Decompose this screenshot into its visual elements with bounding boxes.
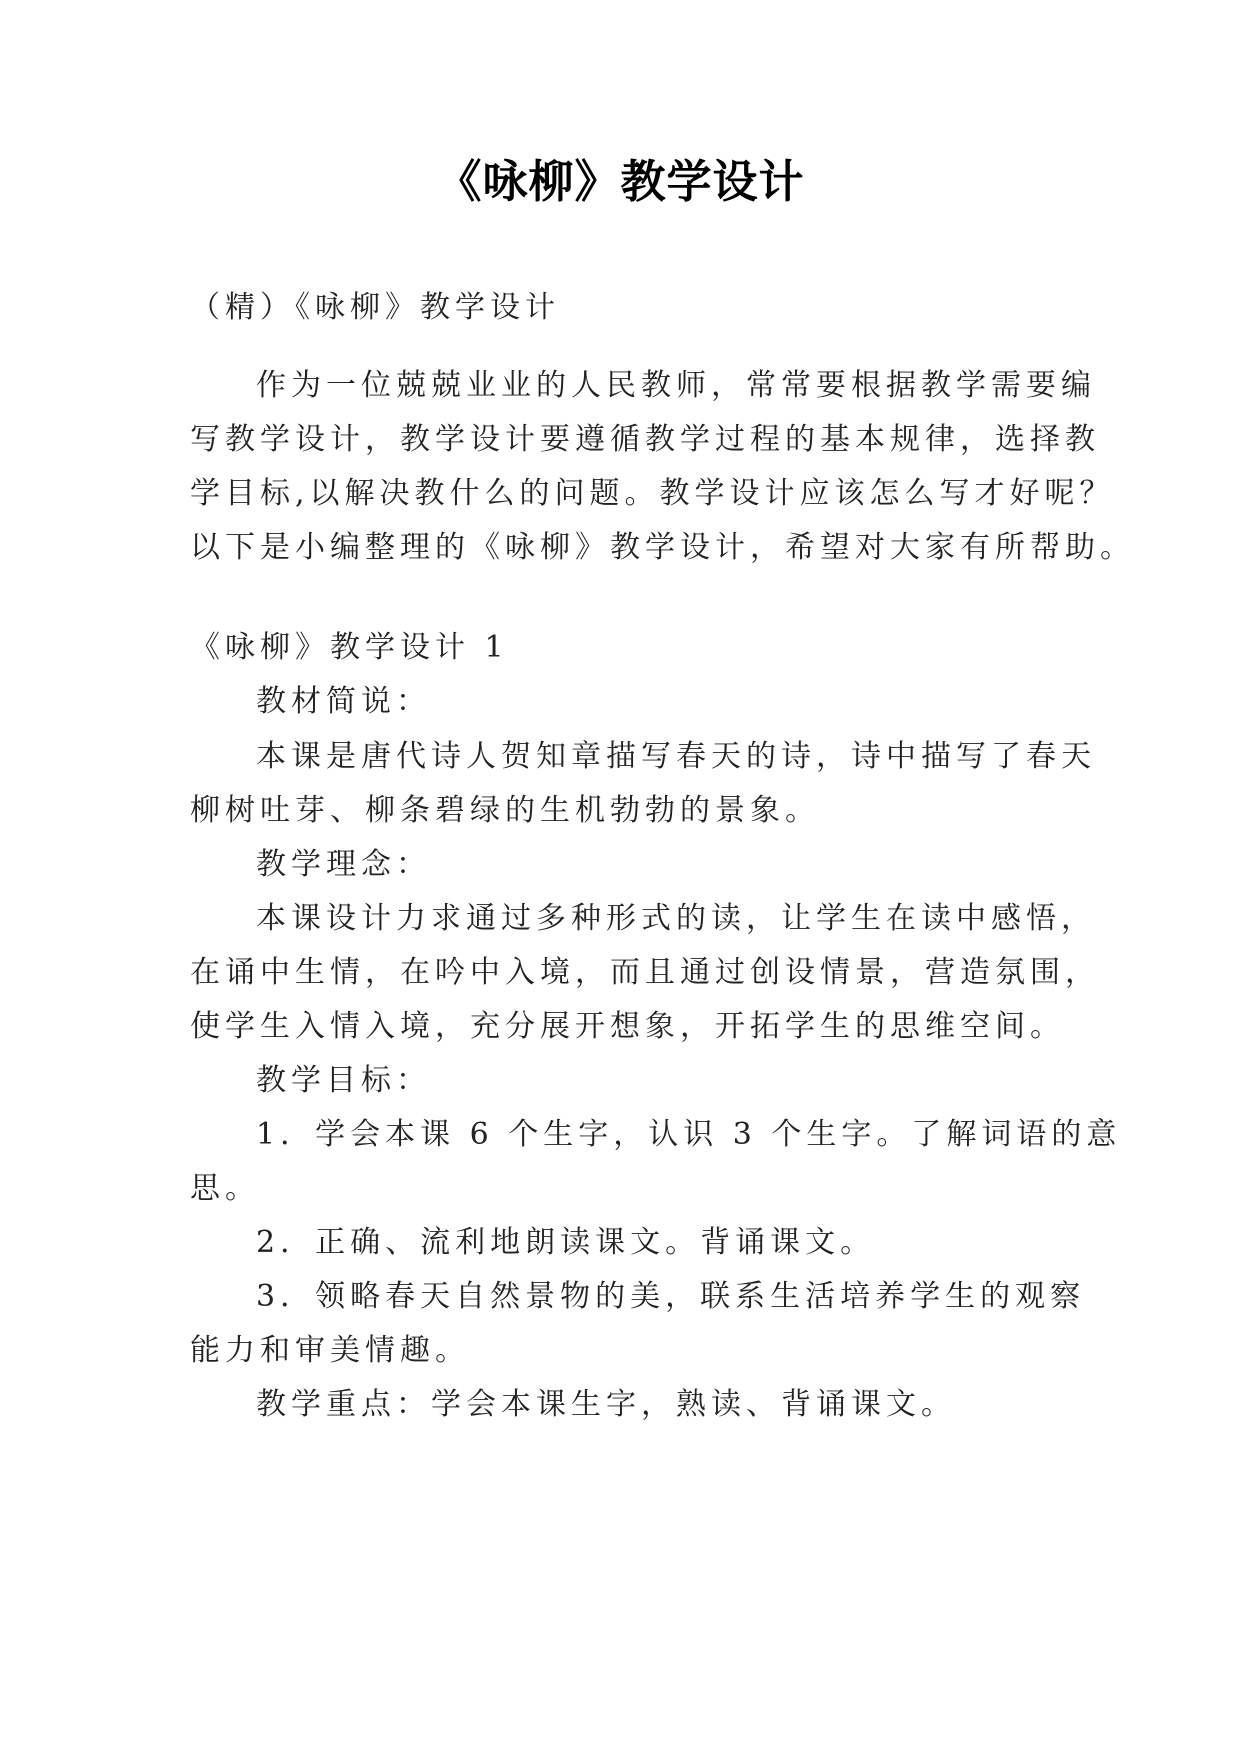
material-heading: 教材简说： — [256, 684, 431, 719]
concept-line: 本课设计力求通过多种形式的读，让学生在读中感悟， — [256, 901, 1096, 936]
goals-heading: 教学目标： — [256, 1063, 431, 1098]
goal-line: 思。 — [190, 1171, 260, 1206]
goal-line: 2．正确、流利地朗读课文。背诵课文。 — [256, 1225, 876, 1260]
concept-heading: 教学理念： — [256, 847, 431, 882]
subtitle: （精）《咏柳》教学设计 — [190, 290, 560, 325]
intro-line: 写教学设计，教学设计要遵循教学过程的基本规律，选择教 — [190, 422, 1100, 457]
goal-line: 能力和审美情趣。 — [190, 1333, 470, 1368]
key-points: 教学重点：学会本课生字，熟读、背诵课文。 — [256, 1387, 956, 1422]
intro-line: 学目标,以解决教什么的问题。教学设计应该怎么写才好呢？ — [190, 476, 1115, 511]
goal-line: 1．学会本课 6 个生字，认识 3 个生字。了解词语的意 — [256, 1117, 1122, 1152]
concept-line: 在诵中生情，在吟中入境，而且通过创设情景，营造氛围， — [190, 955, 1100, 990]
concept-line: 使学生入情入境，充分展开想象，开拓学生的思维空间。 — [190, 1009, 1065, 1044]
material-line: 柳树吐芽、柳条碧绿的生机勃勃的景象。 — [190, 793, 820, 828]
intro-line: 以下是小编整理的《咏柳》教学设计，希望对大家有所帮助。 — [190, 530, 1135, 565]
section-heading: 《咏柳》教学设计 1 — [190, 630, 509, 665]
material-line: 本课是唐代诗人贺知章描写春天的诗，诗中描写了春天 — [256, 739, 1096, 774]
document-title: 《咏柳》教学设计 — [436, 155, 805, 208]
goal-line: 3．领略春天自然景物的美，联系生活培养学生的观察 — [256, 1279, 1086, 1314]
intro-line: 作为一位兢兢业业的人民教师，常常要根据教学需要编 — [256, 368, 1096, 403]
